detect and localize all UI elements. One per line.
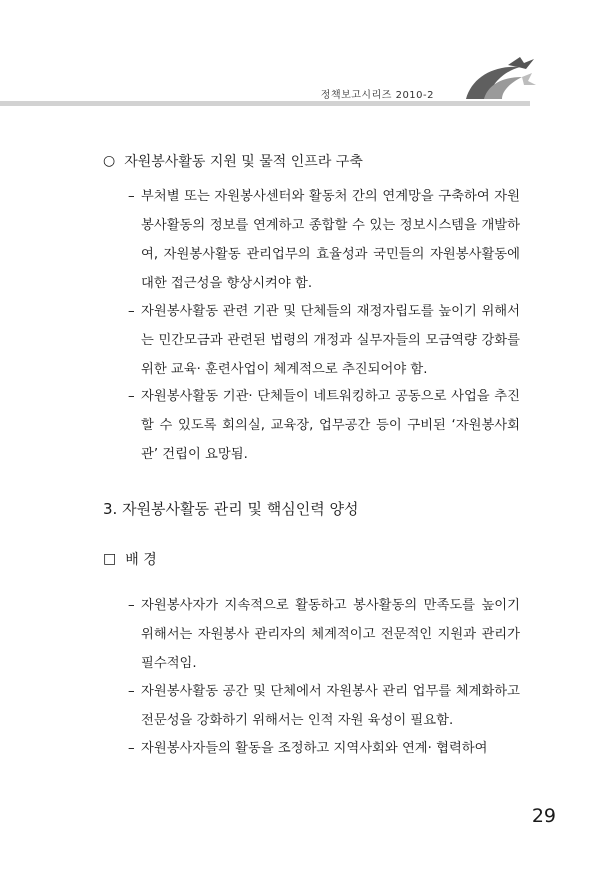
header-bar (0, 101, 530, 106)
item-text: 자원봉사자가 지속적으로 활동하고 봉사활동의 만족도를 높이기 위해서는 자원봉사 관리자의 체계적이고 전문적인 지원과 관리가 필수적임. (141, 598, 520, 671)
dash-bullet: – (128, 741, 135, 756)
subsection-heading-background (103, 549, 157, 569)
circle-bullet: ○ (103, 153, 116, 169)
bird-logo-icon (462, 55, 538, 103)
item-text: 자원봉사활동 관련 기관 및 단체들의 재정자립도를 높이기 위해서는 민간모금과 관련된 법령의 개정과 실무자들의 모금역량 강화를 위한 교육· 훈련사업이 체계적으로 추진되어야 함. (141, 304, 520, 377)
section-title: 3. 자원봉사활동 관리 및 핵심인력 양성 (103, 500, 359, 518)
dash-bullet: – (128, 389, 135, 404)
section-heading-infrastructure (103, 151, 363, 171)
square-bullet: □ (103, 551, 117, 567)
dash-bullet: – (128, 684, 135, 699)
heading-text: 자원봉사활동 지원 및 물적 인프라 구축 (124, 154, 363, 170)
page-number: 29 (531, 805, 556, 827)
list-item (128, 734, 520, 763)
list-item (128, 297, 520, 384)
item-text: 부처별 또는 자원봉사센터와 활동처 간의 연계망을 구축하여 자원봉사활동의 정보를 연계하고 종합할 수 있는 정보시스템을 개발하여, 자원봉사활동 관리업무의 효율성과 국민들의 자원봉사활동에 대한 접근성을 향상시켜야 함. (141, 189, 520, 291)
list-item (128, 677, 520, 735)
item-text: 자원봉사활동 공간 및 단체에서 자원봉사 관리 업무를 체계화하고 전문성을 강화하기 위해서는 인적 자원 육성이 필요함. (141, 684, 520, 728)
series-header: 정책보고시리즈 2010-2 (320, 90, 434, 101)
subheading-text: 배 경 (125, 552, 157, 568)
dash-bullet: – (128, 189, 135, 204)
item-text: 자원봉사자들의 활동을 조정하고 지역사회와 연계· 협력하여 (141, 741, 488, 756)
list-item (128, 382, 520, 469)
list-item (128, 182, 520, 298)
item-text: 자원봉사활동 기관· 단체들이 네트워킹하고 공동으로 사업을 추진할 수 있도록 회의실, 교육장, 업무공간 등이 구비된 ‘자원봉사회관’ 건립이 요망됨. (141, 389, 520, 462)
dash-bullet: – (128, 598, 135, 613)
list-item (128, 591, 520, 678)
dash-bullet: – (128, 304, 135, 319)
